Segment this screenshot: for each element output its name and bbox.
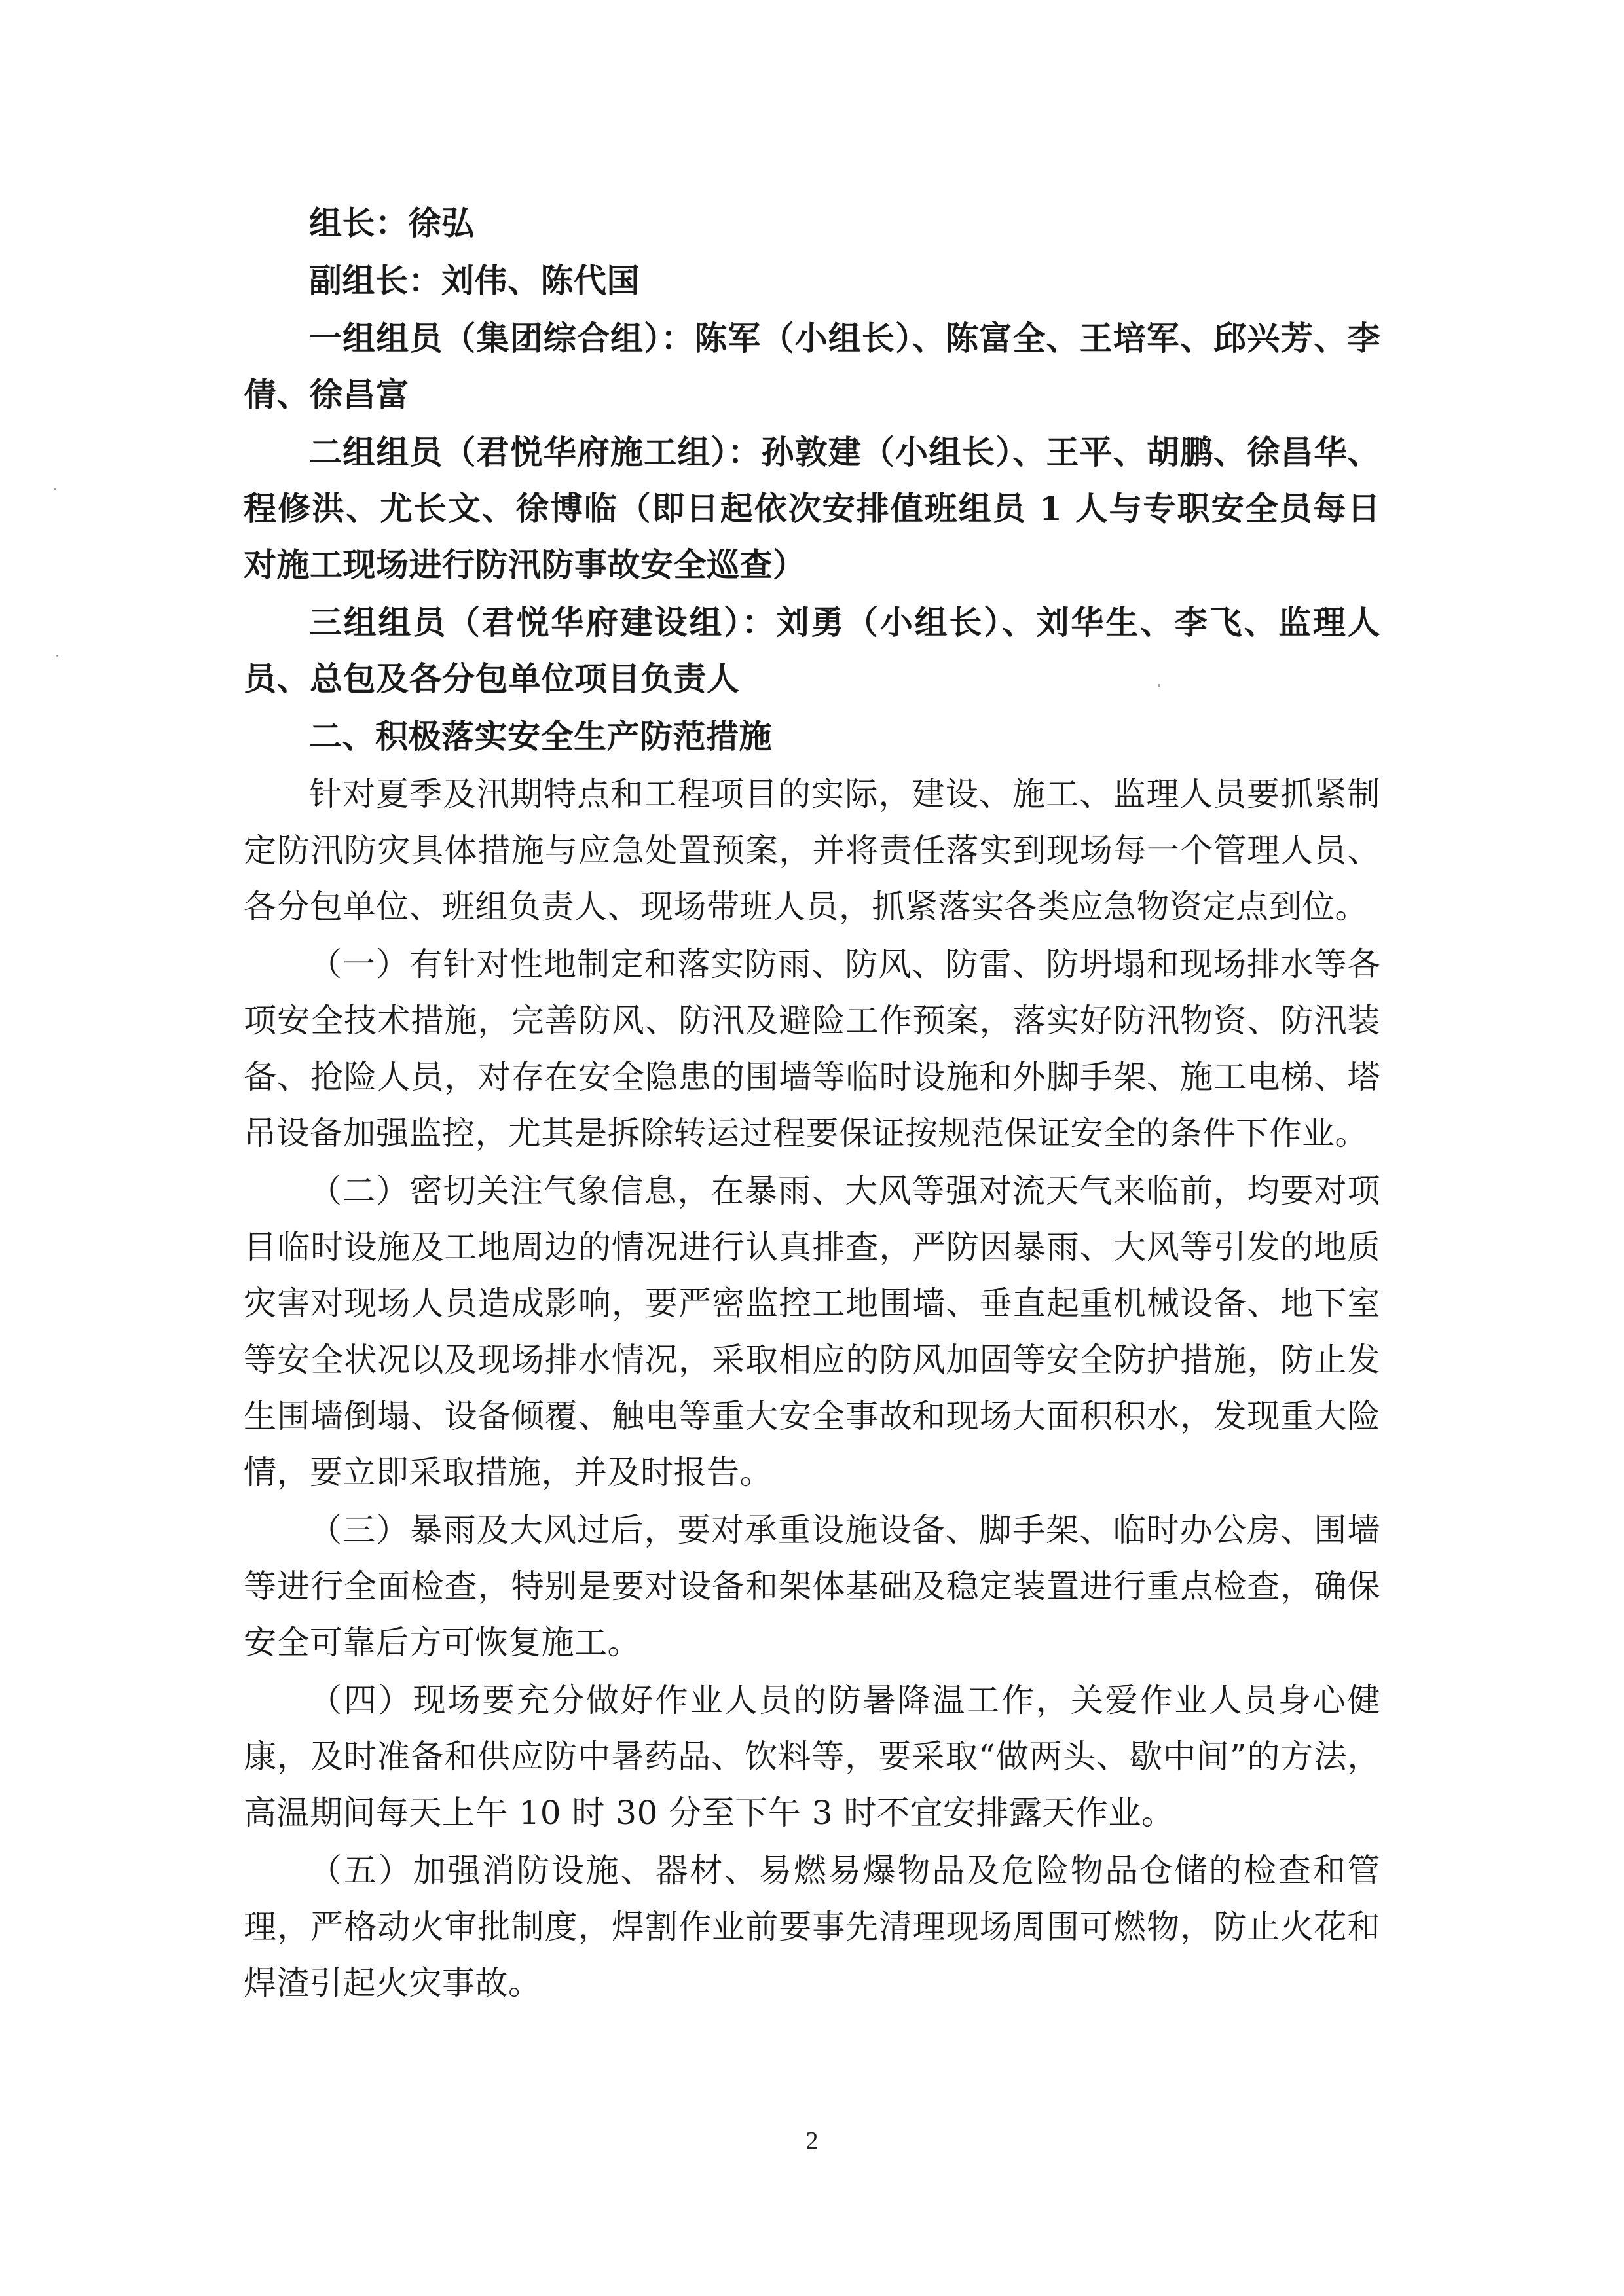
document-body bbox=[244, 195, 1380, 2013]
body-paragraph-item-5: （五）加强消防设施、器材、易燃易爆物品及危险物品仓储的检查和管理，严格动火审批制度，焊割作业前要事先清理现场周围可燃物，防止火花和焊渣引起火灾事故。 bbox=[244, 1851, 1380, 2002]
body-paragraph-item-2: （二）密切关注气象信息，在暴雨、大风等强对流天气来临前，均要对项目临时设施及工地周边的情况进行认真排查，严防因暴雨、大风等引发的地质灾害对现场人员造成影响，要严密监控工地围墙、垂直起重机械设备、地下室等安全状况以及现场排水情况，采取相应的防风加固等安全防护措施，防止发生围墙倒塌、设备倾覆、触电等重大安全事故和现场大面积积水，发现重大险情，要立即采取措施，并及时报告。 bbox=[244, 1172, 1380, 1491]
body-paragraph-item-1: （一）有针对性地制定和落实防雨、防风、防雷、防坍塌和现场排水等各项安全技术措施，完善防风、防汛及避险工作预案，落实好防汛物资、防汛装备、抢险人员，对存在安全隐患的围墙等临时设施和外脚手架、施工电梯、塔吊设备加强监控，尤其是拆除转运过程要保证按规范保证安全的条件下作业。 bbox=[244, 945, 1380, 1152]
scan-speck bbox=[1158, 684, 1160, 687]
group-two-members: 二组组员（君悦华府施工组）：孙敦建（小组长）、王平、胡鹏、徐昌华、程修洪、尤长文、徐博临（即日起依次安排值班组员 1 人与专职安全员每日对施工现场进行防汛防事故安全巡查） bbox=[244, 433, 1380, 584]
scan-speck bbox=[54, 488, 56, 490]
body-paragraph-intro: 针对夏季及汛期特点和工程项目的实际，建设、施工、监理人员要抓紧制定防汛防灾具体措施与应急处置预案，并将责任落实到现场每一个管理人员、各分包单位、班组负责人、现场带班人员，抓紧落实各类应急物资定点到位。 bbox=[244, 775, 1380, 926]
scan-speck bbox=[56, 655, 58, 657]
group-one-members: 一组组员（集团综合组）：陈军（小组长）、陈富全、王培军、邱兴芳、李倩、徐昌富 bbox=[244, 319, 1380, 414]
body-paragraph-item-3: （三）暴雨及大风过后，要对承重设施设备、脚手架、临时办公房、围墙等进行全面检查，特别是要对设备和架体基础及稳定装置进行重点检查，确保安全可靠后方可恢复施工。 bbox=[244, 1511, 1380, 1662]
deputy-leader-line: 副组长：刘伟、陈代国 bbox=[309, 261, 640, 300]
section-heading-two: 二、积极落实安全生产防范措施 bbox=[309, 717, 772, 756]
page-number: 2 bbox=[805, 2127, 819, 2155]
group-three-members: 三组组员（君悦华府建设组）：刘勇（小组长）、刘华生、李飞、监理人员、总包及各分包单位项目负责人 bbox=[244, 603, 1380, 698]
body-paragraph-item-4: （四）现场要充分做好作业人员的防暑降温工作，关爱作业人员身心健康，及时准备和供应防中暑药品、饮料等，要采取“做两头、歇中间”的方法，高温期间每天上午 10 时 30 分至下午 3 时不宜安排露天作业。 bbox=[244, 1681, 1380, 1832]
group-leader-line: 组长：徐弘 bbox=[309, 204, 475, 242]
